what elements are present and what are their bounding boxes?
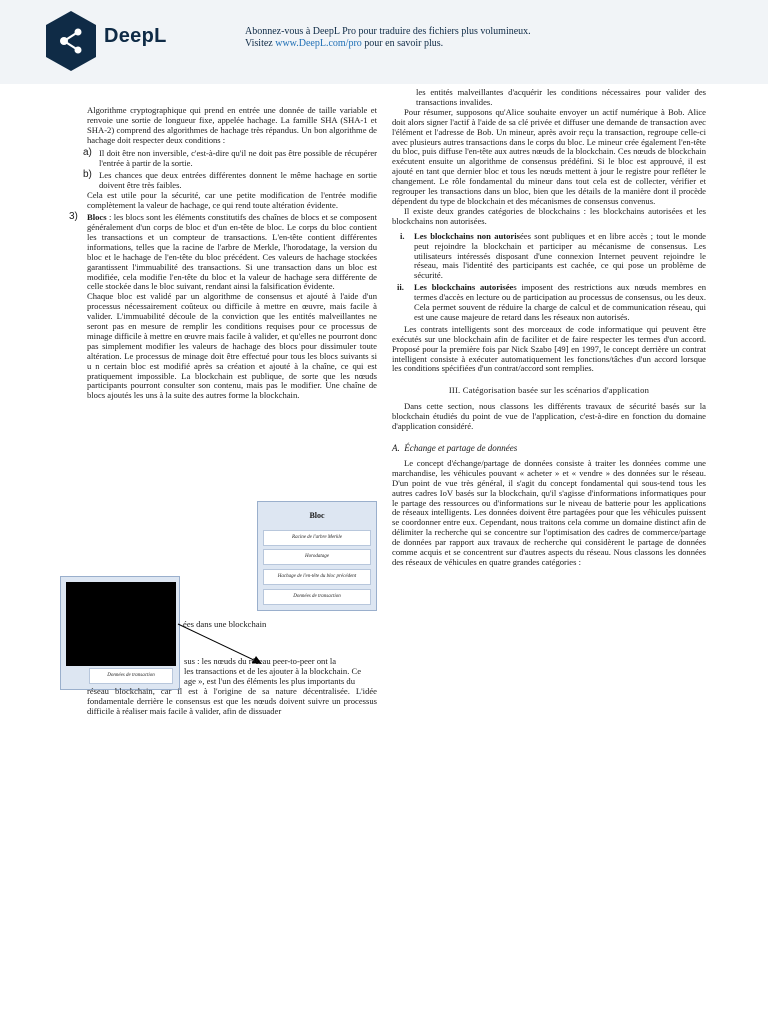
list-item-text	[414, 232, 706, 282]
paragraph-resume: Pour résumer, supposons qu'Alice souhaite envoyer un actif numérique à Bob. Alice doit alors signer l'actif à l'aide de sa clé privée et diffuser une demande de transaction avec l'élément et l'adresse de Bob. Un mineur, après avoir reçu la transaction, regroupe celle-ci avec plusieurs autres transactions dans le corps du bloc. Le mineur crée également l'en-tête du bloc, puis diffuse l'en-tête aux autres nœuds de la blockchain. Ces nœuds de blockchain exécutent ensuite un algorithme de consensus prédéfini. Si le bloc est approuvé, il est ajouté en tant que dernier bloc et tous les nœuds mettent à jour le registre pour refléter le changement. Le rôle fondamental du mineur dans tout cela est de collecter, vérifier et regrouper les transactions dans un bloc, bien que les détails de la manière dont il procède dépendent du type de blockchain et des mécanismes de consensus convenus.	[392, 106, 706, 206]
promo-after: pour en savoir plus.	[361, 37, 444, 49]
list-item-b	[83, 169, 377, 191]
right-column	[392, 88, 706, 568]
blocs-description: : les blocs sont les éléments constitutifs des chaînes de blocs et se composent généralement d'un corps de bloc et d'un en-tête de bloc. Le corps du bloc contient les transactions et un compteur de transactions. L'en-tête contient différentes informations, telles que la racine de l'arbre de Merkle, l'horodatage, la version du bloc et le hachage de l'en-tête du bloc précédent. Ces valeurs de hachage stockées garantissent l'immuabilité des transactions. Si une transaction dans un bloc est modifiée, cela modifie l'en-tête du bloc et la valeur de hachage sera différente de celle stockée dans le bloc suivant, rendant ainsi la falsification évidente.	[87, 212, 377, 292]
promo-line2	[245, 38, 531, 50]
paragraph-useful: Cela est utile pour la sécurité, car une petite modification de l'entrée modifie complètement la valeur de hachage, ce qui rend toute altération évidente.	[87, 190, 377, 211]
list-item-text	[414, 283, 706, 323]
diagram-row-timestamp: Horodatage	[263, 549, 371, 565]
list-marker: i.	[400, 230, 405, 241]
list-marker: 3)	[69, 211, 78, 223]
list-marker: b)	[83, 169, 92, 181]
deepl-banner	[0, 0, 768, 84]
subsection-heading-a	[392, 444, 706, 454]
term-blocs: Blocs	[87, 212, 107, 223]
promo-line1: Abonnez-vous à DeepL Pro pour traduire des fichiers plus volumineux.	[245, 26, 531, 37]
paragraph-continuation: les entités malveillantes d'acquérir les conditions nécessaires pour valider des transactions invalides.	[416, 87, 706, 107]
paragraph-smart-contracts: Les contrats intelligents sont des morceaux de code informatique qui peuvent être exécutés sur une blockchain afin de faciliter et de faire respecter les termes d'un accord. Proposé pour la première fois par Nick Szabo [49] en 1997, le concept derrière un contrat intelligent consiste à exécuter automatiquement les fonctions/tâches d'un accord lorsque les conditions spécifiées d'un contrat/accord sont remplies.	[392, 323, 706, 374]
list-item-text	[87, 213, 377, 292]
paragraph-blocs-validation: Chaque bloc est validé par un algorithme de consensus et ajouté à l'aide d'un processus nécessairement coûteux ou difficile à mettre en œuvre, mais facile à valider. L'immuabilité découle de la conviction que les entités malveillantes ne seront pas en mesure de remplir les conditions requises pour ce processus de minage difficile à mettre en œuvre mais facile à valider, et qu'elles ne pourront donc pas simplement modifier les valeurs de hachage des blocs pour dissimuler toute altération. Le processus de minage doit être effectué pour tous les blocs suivants si u n certain bloc est modifié après sa création et ajouté à la chaîne, ce qui est pratiquement impossible. La blockchain est publique, de sorte que les nœuds participants pourront consulter son contenu, mais pas le modifier. Une chaîne de blocs ajoutés les uns à la suite des autres forme la blockchain.	[87, 291, 377, 401]
consensus-fragment-3: age », est l'un des éléments les plus importants du	[184, 676, 356, 686]
subsection-title: Échange et partage de données	[404, 443, 518, 453]
deepl-logo-text[interactable]: DeepL	[104, 25, 167, 47]
promo-visit: Visitez	[245, 37, 276, 49]
deepl-logo-icon[interactable]	[44, 10, 98, 72]
paragraph-section3: Dans cette section, nous classons les différents travaux de sécurité basés sur la blockchain étudiés du point de vue de l'application, c'est-à-dire en fonction du domaine d'application considéré.	[392, 401, 706, 432]
list-item-ii	[392, 283, 706, 323]
diagram-row-transactions-small: Données de transaction	[89, 668, 173, 684]
permissionless-description: ées sont publiques et en libre accès ; tout le monde peut rejoindre la blockchain et participer au mécanisme de consensus. Les utilisateurs intéressés disposant d'une connexion Internet peuvent rejoindre le réseau, mais l'identité des participants est cachée, ce qui pose un problème de sécurité.	[414, 230, 706, 281]
list-marker: a)	[83, 146, 92, 158]
paragraph-categories: Il existe deux grandes catégories de blockchains : les blockchains autorisées et les blockchains non autorisées.	[392, 205, 706, 226]
figure-caption-fragment: ées dans une blockchain	[183, 619, 267, 629]
list-item-i	[392, 232, 706, 282]
diagram-row-transactions: Données de transaction	[263, 589, 371, 605]
paragraph-hash: Algorithme cryptographique qui prend en entrée une donnée de taille variable et renvoie une sortie de longueur fixe, appelée hachage. La famille SHA (SHA-1 et SHA-2) comprend des algorithmes de hachage très répandus. Un bon algorithme de hachage doit respecter deux conditions :	[87, 105, 377, 145]
list-marker: ii.	[397, 282, 404, 293]
list-item-a	[83, 146, 377, 169]
section-heading-3: III. Catégorisation basée sur les scénarios d'application	[448, 385, 650, 396]
list-item-text: Les chances que deux entrées différentes donnent le même hachage en sortie doivent être très faibles.	[99, 170, 377, 191]
left-column	[69, 105, 377, 401]
term-permissioned: Les blockchains autorisée	[414, 282, 514, 293]
consensus-fragment-2: les transactions et de les ajouter à la blockchain. Ce	[184, 666, 362, 676]
list-item-3	[69, 211, 377, 401]
promo-message	[245, 26, 531, 49]
list-item-text: Il doit être non inversible, c'est-à-dire qu'il ne doit pas être possible de récupérer l'entrée à partir de la sortie.	[99, 147, 377, 168]
diagram-row-prev-hash: Hachage de l'en-tête du bloc précédent	[263, 569, 371, 585]
paragraph-data-exchange: Le concept d'échange/partage de données consiste à traiter les données comme une marchandise, les véhicules pouvant « acheter » et « vendre » des données sur le réseau. D'un point de vue très général, il s'agit du concept fondamental qui sous-tend tous les autres cadres IoV basés sur la blockchain, qu'il s'agisse d'informations informatiques pour le partage des ressources ou d'informations sur le niveau de batterie pour les applications de réseaux intelligents. Les données doivent être partagées pour que les véhicules puissent se coordonner entre eux. Cependant, nous traitons cela comme un domaine distinct afin de délimiter la recherche qui se concentre sur l'optimisation des cadres de commerce/partage de données par rapport aux travaux de recherche qui considèrent le partage de données comme acquis et se concentrent sur d'autres aspects du réseau. Nous classons les données des réseaux de véhicules en quatre grandes catégories :	[392, 457, 706, 567]
subsection-letter: A.	[392, 443, 400, 453]
permissioned-description: s imposent des restrictions aux nœuds membres en termes d'accès en lecture ou de participation au processus de consensus, ou les deux. Cela permet souvent de réduire la charge de calcul et de communication réseau, qui est une cause majeure de retard dans les réseaux non autorisés.	[414, 282, 707, 322]
deepl-pro-link[interactable]: www.DeepL.com/pro	[275, 37, 362, 49]
diagram-title: Bloc	[309, 511, 325, 520]
consensus-fragment-1: sus : les nœuds du réseau peer-to-peer ont la	[184, 656, 337, 666]
term-permissionless: Les blockchains non autoris	[414, 230, 520, 241]
diagram-row-merkle: Racine de l'arbre Merkle	[263, 530, 371, 546]
paragraph-consensus: réseau blockchain, car il est à l'origine de sa nature décentralisée. L'idée fondamentale derrière le consensus est que les nœuds doivent suivre un processus difficile à réaliser mais facile à valider, afin de dissuader	[87, 686, 377, 716]
block-structure-diagram	[257, 501, 377, 611]
